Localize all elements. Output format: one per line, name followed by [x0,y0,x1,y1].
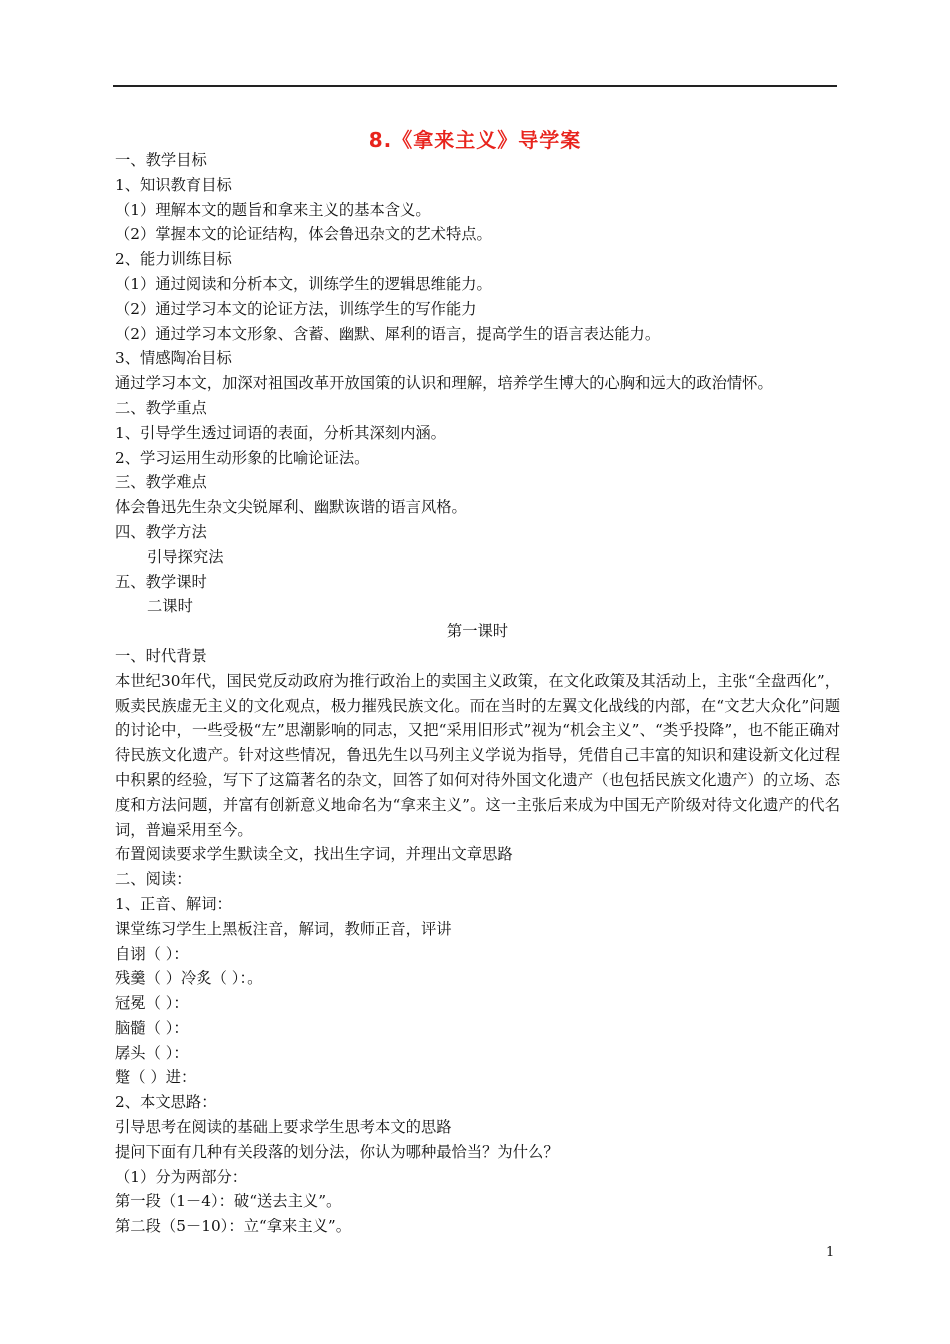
body-line: 课堂练习学生上黑板注音，解词，教师正音，评讲 [115,919,452,938]
heading-background: 一、时代背景 [115,646,207,665]
heading-reading: 二、阅读： [115,870,192,889]
list-item: （2）掌握本文的论证结构，体会鲁迅杂文的艺术特点。 [115,225,492,244]
vocab-item: 脑髓（ ）： [115,1018,189,1037]
body-line: 体会鲁迅先生杂文尖锐犀利、幽默诙谐的语言风格。 [115,498,467,517]
vocab-item: 自诩（ ）： [115,944,189,963]
vocab-item: 冠冕（ ）： [115,994,189,1013]
heading-difficulties: 三、教学难点 [115,473,207,492]
page-number: 1 [826,1245,835,1260]
subheading-structure: 2、本文思路： [115,1093,217,1112]
body-line: 布置阅读要求学生默读全文，找出生字词，并理出文章思路 [115,845,513,864]
list-item: 2、学习运用生动形象的比喻论证法。 [115,448,370,467]
heading-methods: 四、教学方法 [115,522,207,541]
list-item: （1）通过阅读和分析本文，训练学生的逻辑思维能力。 [115,274,492,293]
background-paragraph: 本世纪30年代，国民党反动政府为推行政治上的卖国主义政策，在文化政策及其活动上，主张“全盘西化”，贩卖民族虚无主义的文化观点，极力摧残民族文化。而在当时的左翼文化战线的内部，在“文艺大众化”问题的讨论中，一些受极“左”思潮影响的同志，又把“采用旧形式”视为“机会主义”、“类乎投降”，也不能正确对待民族文化遗产。针对这些情况，鲁迅先生以马列主义学说为指导，凭借自己丰富的知识和建设新文化过程中积累的经验，写下了这篇著名的杂文，回答了如何对待外国文化遗产（也包括民族文化遗产）的立场、态度和方法问题，并富有创新意义地命名为“拿来主义”。这一主张后来成为中国无产阶级对待文化遗产的代名词，普遍采用至今。 [115,671,840,839]
vocab-item: 残羹（ ）冷炙（ ）：。 [115,969,263,988]
list-item: （2）通过学习本文的论证方法，训练学生的写作能力 [115,299,477,318]
vocab-item: 孱头（ ）： [115,1043,189,1062]
list-item: 1、引导学生透过词语的表面，分析其深刻内涵。 [115,423,446,442]
body-line: 引导思考在阅读的基础上要求学生思考本文的思路 [115,1118,452,1137]
body-line: 引导探究法 [147,547,224,566]
list-item: （2）通过学习本文形象、含蓄、幽默、犀利的语言，提高学生的语言表达能力。 [115,324,661,343]
heading-class-hours: 五、教学课时 [115,572,207,591]
subheading-ability-goals: 2、能力训练目标 [115,250,232,269]
heading-key-points: 二、教学重点 [115,398,207,417]
list-item: （1）分为两部分： [115,1167,248,1186]
subheading-knowledge-goals: 1、知识教育目标 [115,175,232,194]
body-line: 提问下面有几种有关段落的划分法，你认为哪种最恰当？为什么？ [115,1142,559,1161]
list-item: （1）理解本文的题旨和拿来主义的基本含义。 [115,200,431,219]
document-title: 8.《拿来主义》导学案 [368,128,582,152]
body-line: 二课时 [147,597,193,616]
heading-teaching-goals: 一、教学目标 [115,151,207,169]
header-rule [113,85,837,87]
body-line: 通过学习本文，加深对祖国改革开放国策的认识和理解，培养学生博大的心胸和远大的政治情怀。 [115,374,773,393]
list-item: 第二段（5－10）：立“拿来主义”。 [115,1217,352,1236]
subheading-pronunciation: 1、正音、解词： [115,894,232,913]
document-body [115,148,840,1239]
subheading-emotion-goals: 3、情感陶冶目标 [115,349,232,368]
section-heading-first-lesson: 第一课时 [446,622,509,641]
list-item: 第一段（1－4）：破“送去主义”。 [115,1192,342,1211]
vocab-item: 蹩（ ）进： [115,1068,197,1087]
